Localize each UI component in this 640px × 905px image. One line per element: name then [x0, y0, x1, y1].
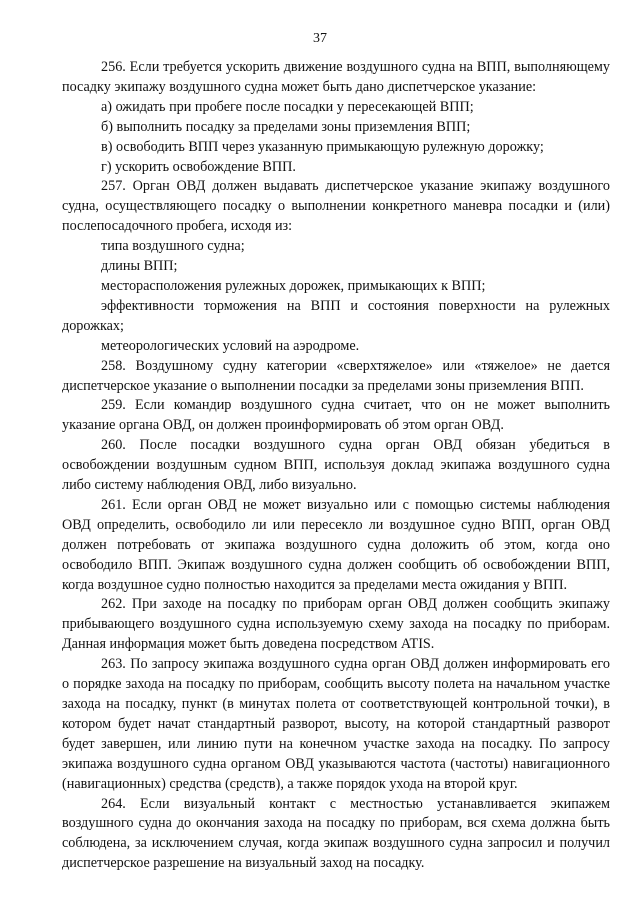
- list-item-aircraft-type: типа воздушного судна;: [101, 238, 245, 255]
- list-item-taxiway-location: месторасположения рулежных дорожек, примыкающих к ВПП;: [101, 277, 486, 294]
- paragraph-256: 256. Если требуется ускорить движение воздушного судна на ВПП, выполняющему посадку экипажу воздушного судна может быть дано диспетчерское указание:: [62, 59, 610, 95]
- list-item-v: в) освободить ВПП через указанную примыкающую рулежную дорожку;: [101, 138, 544, 155]
- list-item-b: б) выполнить посадку за пределами зоны приземления ВПП;: [101, 118, 471, 135]
- paragraph-258: 258. Воздушному судну категории «сверхтяжелое» или «тяжелое» не дается диспетчерское указание о выполнении посадки за пределами зоны приземления ВПП.: [62, 357, 610, 394]
- paragraph-262: 262. При заходе на посадку по приборам орган ОВД должен сообщить экипажу прибывающего воздушного судна используемую схему захода на посадку по приборам. Данная информация может быть доведена посредством ATIS.: [62, 596, 610, 653]
- document-body: [62, 58, 610, 874]
- page-number: 37: [313, 31, 327, 46]
- list-item-braking-efficiency: эффективности торможения на ВПП и состояния поверхности на рулежных дорожках;: [62, 297, 610, 334]
- paragraph-259: 259. Если командир воздушного судна считает, что он не может выполнить указание органа ОВД, он должен проинформировать об этом орган ОВД.: [62, 397, 610, 434]
- paragraph-257: 257. Орган ОВД должен выдавать диспетчерское указание экипажу воздушного судна, осуществляющего посадку о выполнении конкретного маневра посадки и (или) послепосадочного пробега, исходя из:: [62, 178, 610, 235]
- paragraph-261: 261. Если орган ОВД не может визуально или с помощью системы наблюдения ОВД определить, освободило ли или пересекло ли воздушное судно ВПП, орган ОВД должен потребовать от экипажа воздушного судна доложить об этом, когда оно освободило ВПП. Экипаж воздушного судна должен сообщить об освобождении ВПП, когда воздушное судно полностью находится за пределами места ожидания у ВПП.: [62, 496, 610, 593]
- list-item-weather: метеорологических условий на аэродроме.: [101, 337, 360, 354]
- paragraph-260: 260. После посадки воздушного судна орган ОВД обязан убедиться в освобождении воздушным судном ВПП, используя доклад экипажа воздушного судна либо систему наблюдения ОВД, либо визуально.: [62, 437, 610, 494]
- list-item-a: а) ожидать при пробеге после посадки у пересекающей ВПП;: [101, 98, 474, 115]
- paragraph-263: 263. По запросу экипажа воздушного судна орган ОВД должен информировать его о порядке захода на посадку по приборам, сообщить высоту полета на начальном участке захода на посадку, пункт (в минутах полета от соответствующей контрольной точки), в котором будет начат стандартный разворот, высоту, на которой стандартный разворот будет завершен, или линию пути на конечном участке захода на посадку. По запросу экипажа воздушного судна органом ОВД указываются частота (частоты) навигационного (навигационных) средства (средств), а также порядок ухода на второй круг.: [62, 656, 610, 792]
- list-item-runway-length: длины ВПП;: [101, 258, 178, 275]
- list-item-g: г) ускорить освобождение ВПП.: [101, 158, 296, 175]
- paragraph-264: 264. Если визуальный контакт с местностью устанавливается экипажем воздушного судна до окончания захода на посадку по приборам, вся схема должна быть соблюдена, за исключением случая, когда экипаж воздушного судна запросил и получил диспетчерское разрешение на визуальный заход на посадку.: [62, 795, 610, 872]
